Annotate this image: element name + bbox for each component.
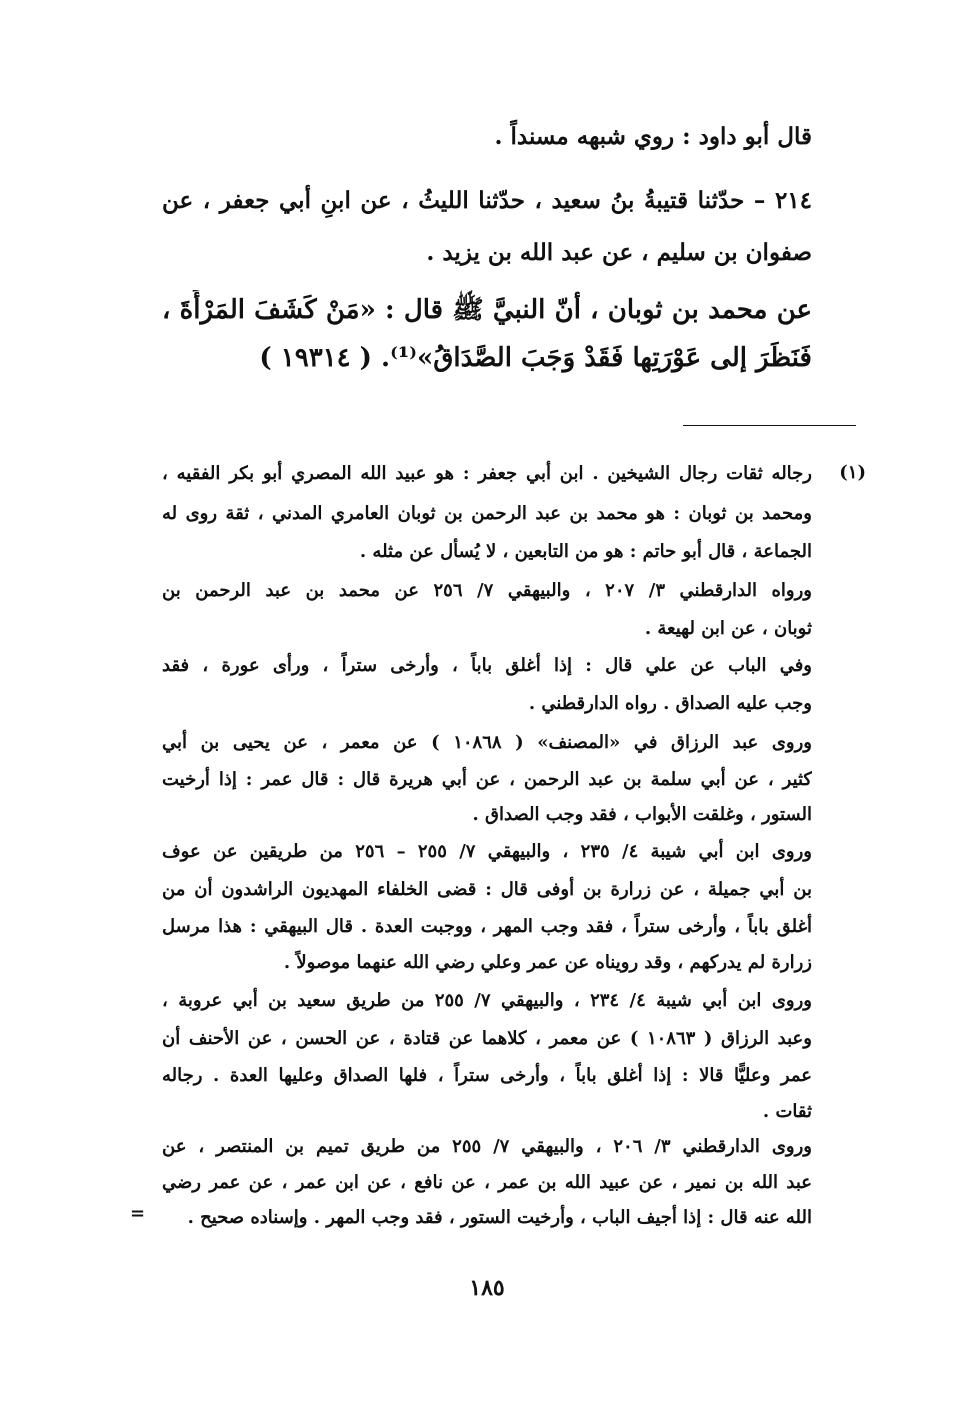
footnote-line: أغلق باباً ، وأرخى ستراً ، فقد وجب المهر ، ووجبت العدة . قال البيهقي : هذا مرسل <box>162 916 812 937</box>
footnote-line: كثير ، عن أبي سلمة بن عبد الرحمن ، عن أبي هريرة قال : قال عمر : إذا أرخيت <box>162 769 812 790</box>
footnote-line: ثوبان ، عن ابن لهيعة . <box>644 618 812 639</box>
footnote-line: ورواه الدارقطني ٣/ ٢٠٧ ، والبيهقي ٧/ ٢٥٦ عن محمد بن عبد الرحمن بن <box>162 580 812 601</box>
page-number: ١٨٥ <box>469 1275 505 1301</box>
footnote-line: الجماعة ، قال أبو حاتم : هو من التابعين ، لا يُسأل عن مثله . <box>359 541 812 562</box>
main-line-1: قال أبو داود : روي شبهه مسنداً . <box>494 123 812 150</box>
footnote-line: ومحمد بن ثوبان : هو محمد بن عبد الرحمن بن ثوبان العامري المدني ، ثقة روى له <box>162 503 812 524</box>
footnote-line: وروى ابن أبي شيبة ٤/ ٢٣٤ ، والبيهقي ٧/ ٢٥٥ من طريق سعيد بن أبي عروبة ، <box>162 990 812 1011</box>
footnote-line: وعبد الرزاق ( ١٠٨٦٣ ) عن معمر ، كلاهما عن قتادة ، عن الحسن ، عن الأحنف أن <box>162 1028 812 1049</box>
footnote-line: وروى عبد الرزاق في «المصنف» ( ١٠٨٦٨ ) عن معمر ، عن يحيى بن أبي <box>162 732 812 753</box>
footnote-separator <box>683 425 856 426</box>
footnote-line: وجب عليه الصداق . رواه الدارقطني . <box>528 693 812 714</box>
main-line-4: عن محمد بن ثوبان ، أنّ النبيَّ ﷺ قال : «مَنْ كَشَفَ المَرْأَةَ ، <box>162 295 812 325</box>
footnote-marker: (١) <box>839 462 866 483</box>
footnote-line: عمر وعليًّا قالا : إذا أغلق باباً ، وأرخى ستراً ، فلها الصداق وعليها العدة . رجاله <box>162 1065 812 1086</box>
footnote-line: رجاله ثقات رجال الشيخين . ابن أبي جعفر : هو عبيد الله المصري أبو بكر الفقيه ، <box>162 463 812 484</box>
continuation-marker: = <box>130 1203 146 1224</box>
footnote-line: عبد الله بن نمير ، عن عبيد الله بن عمر ، عن نافع ، عن ابن عمر ، عن عمر رضي <box>162 1172 812 1193</box>
footnote-line: الله عنه قال : إذا أجيف الباب ، وأرخيت الستور ، فقد وجب المهر . وإسناده صحيح . <box>187 1207 812 1228</box>
footnote-line: وروى الدارقطني ٣/ ٢٠٦ ، والبيهقي ٧/ ٢٥٥ من طريق تميم بن المنتصر ، عن <box>162 1136 812 1157</box>
footnote-line: ثقات . <box>762 1101 812 1122</box>
footnote-line: وروى ابن أبي شيبة ٤/ ٢٣٥ ، والبيهقي ٧/ ٢٥٥ – ٢٥٦ من طريقين عن عوف <box>162 841 812 862</box>
footnote-line: زرارة لم يدركهم ، وقد رويناه عن عمر وعلي رضي الله عنهما موصولاً . <box>283 952 812 973</box>
footnote-line: الستور ، وغلقت الأبواب ، فقد وجب الصداق . <box>472 804 812 825</box>
main-line-5: فَنَظَرَ إلى عَوْرَتِها فَقَدْ وَجَبَ الصَّدَاقُ»⁽¹⁾. ( ١٩٣١٤ ) <box>259 343 812 373</box>
footnote-line: بن أبي جميلة ، عن زرارة بن أوفى قال : قضى الخلفاء المهديون الراشدون أن من <box>162 879 812 900</box>
main-line-2: ٢١٤ – حدّثنا قتيبةُ بنُ سعيد ، حدّثنا الليثُ ، عن ابنِ أبي جعفر ، عن <box>162 187 812 214</box>
main-line-3: صفوان بن سليم ، عن عبد الله بن يزيد . <box>426 239 812 266</box>
footnote-line: وفي الباب عن علي قال : إذا أغلق باباً ، وأرخى ستراً ، ورأى عورة ، فقد <box>162 655 812 676</box>
